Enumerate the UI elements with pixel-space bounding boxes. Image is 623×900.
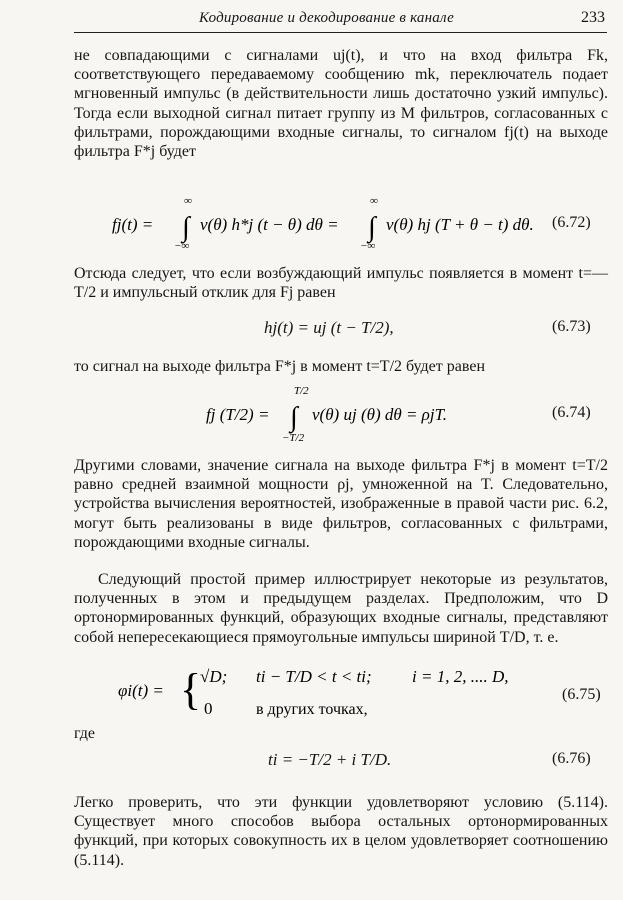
equation-6-72 [112,194,612,254]
eq674-integrand: v(θ) uj (θ) dθ = ρjT. [312,405,448,424]
eq675-case1-range: i = 1, 2, .... D, [412,667,509,686]
eq675-case2-value: 0 [204,699,213,718]
paragraph-1: не совпадающими с сигналами uj(t), и что на вход фильтра Fk, соответствующего передаваемому сообщению mk, переключатель подает мгновенный импульс (в действительности лишь достаточно узкий импульс). Тогда если выходной сигнал питает группу из M фильтров, согласованных с фильтрами, порождающими входные сигналы, то сигналом fj(t) на выходе фильтра F*j будет [74,47,608,161]
eq672-integrand-2: v(θ) hj (T + θ − t) dθ. [386,215,534,234]
eq672-integral-1: ∫ [182,212,190,243]
eq672-upper-1: ∞ [184,195,192,207]
paragraph-4: Другими словами, значение сигнала на выходе фильтра F*j в момент t=T/2 равно средней взаимной мощности ρj, умноженной на T. Следовательно, устройства вычисления вероятностей, изображенные в правой части рис. 6.2, могут быть реализованы в виде фильтров, согласованных с фильтрами, порождающими входные сигналы. [74,457,608,551]
paragraph-2: Отсюда следует, что если возбуждающий импульс появляется в момент t=—T/2 и импульсный отклик для Fj равен [74,265,608,302]
eq674-integral: ∫ [290,402,298,433]
equation-6-72-graphic [112,194,612,254]
eq673-expression: hj(t) = uj (t − T/2), [264,318,394,337]
running-title: Кодирование и декодирование в канале [199,10,454,26]
eq674-upper: T/2 [294,385,309,397]
eq675-lhs: φi(t) = [118,681,164,700]
eq672-lower-1: −∞ [174,240,190,252]
equation-6-74 [206,384,608,446]
eq674-lower: −T/2 [282,432,305,444]
eq676-expression: ti = −T/2 + i T/D. [268,750,392,769]
paragraph-5: Следующий простой пример иллюстрирует некоторые из результатов, полученных в этом и предыдущем разделах. Предположим, что D ортонормированных функций, образующих входные сигналы, представляют собой непересекающиеся прямоугольные импульсы шириной T/D, т. е. [74,571,608,646]
eq675-case2-cond: в других точках, [256,701,368,718]
equation-number-6-73: (6.73) [552,318,591,335]
equation-number-6-75: (6.75) [562,686,601,703]
page-number: 233 [581,9,605,26]
paragraph-3: то сигнал на выходе фильтра F*j в момент t=T/2 будет равен [74,358,485,375]
eq672-integral-2: ∫ [368,212,376,243]
eq675-case1-value: √D; [200,667,228,686]
eq672-lhs: fj(t) = [112,215,154,234]
page-header [74,8,607,33]
eq674-lhs: fj (T/2) = [206,405,270,424]
paragraph-6: Легко проверить, что эти функции удовлетворяют условию (5.114). Существует много способов выбора остальных ортонормированных функций, при которых совокупность их в целом удовлетворяет соотношению (5.114). [74,794,608,869]
equation-number-6-72: (6.72) [552,214,591,231]
equation-6-76 [268,742,608,782]
equation-number-6-76: (6.76) [552,750,591,767]
word-gde: где [74,725,96,742]
equation-number-6-74: (6.74) [552,404,591,421]
eq675-case1-cond: ti − T/D < t < ti; [256,667,372,686]
eq675-brace: { [180,665,202,714]
equation-6-74-graphic [206,384,608,446]
equation-6-73 [264,310,608,350]
eq672-upper-2: ∞ [370,195,378,207]
eq672-integrand-1: v(θ) h*j (t − θ) dθ = [200,215,339,234]
equation-6-75 [118,660,608,722]
equation-6-75-graphic [118,660,608,722]
eq672-lower-2: −∞ [360,240,376,252]
